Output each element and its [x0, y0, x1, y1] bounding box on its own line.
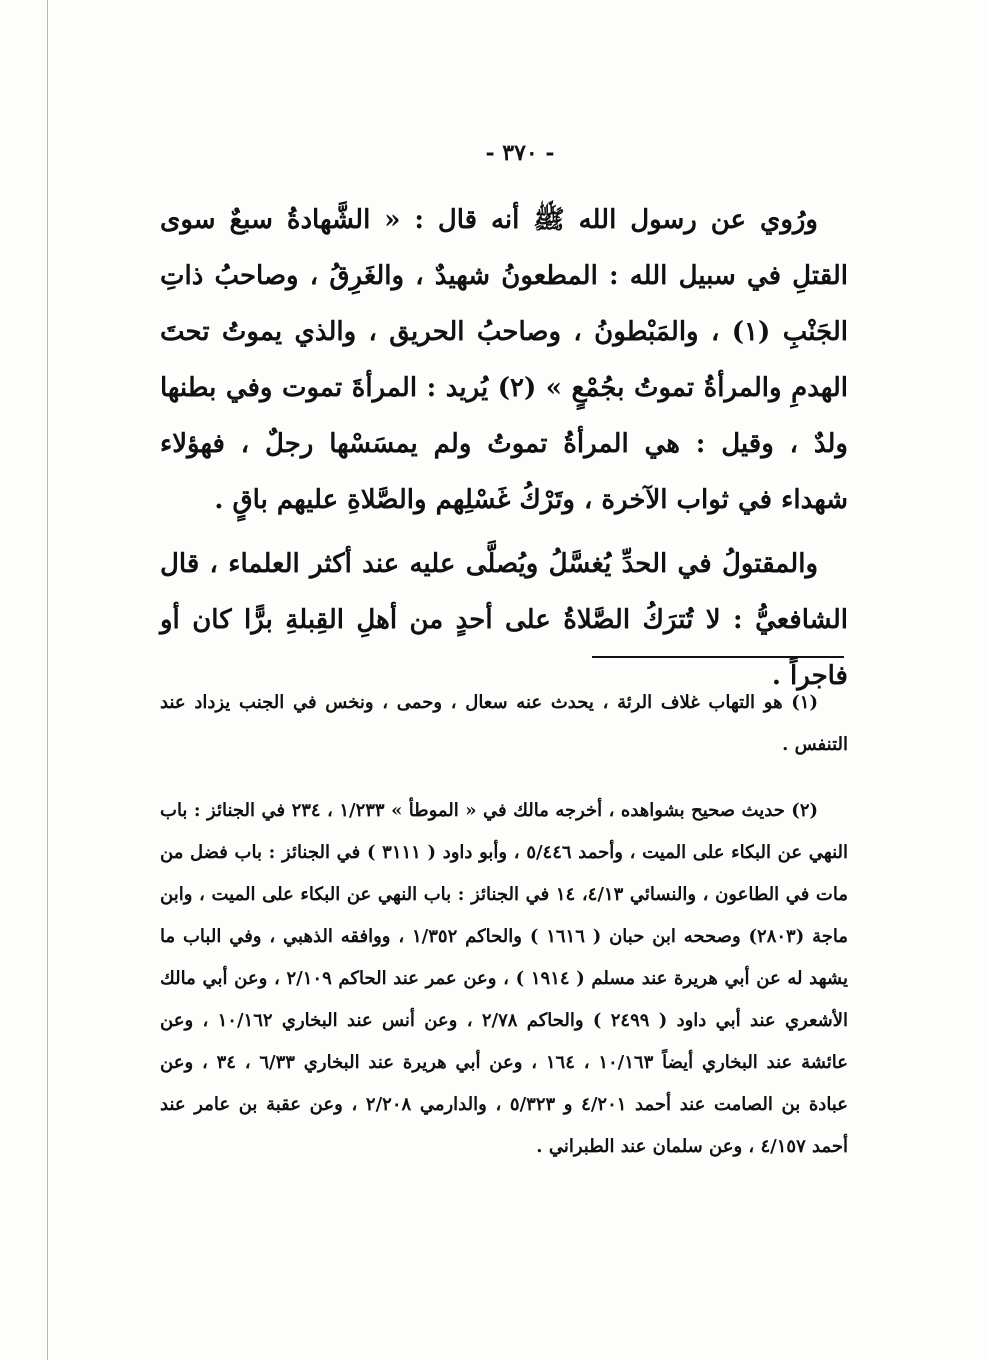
footnote: (١) هو التهاب غلاف الرئة ، يحدث عنه سعال ، وحمى ، ونخس في الجنب يزداد عند التنفس .	[160, 692, 848, 755]
margin-rule	[47, 0, 48, 1360]
main-paragraph: ورُوي عن رسول الله ﷺ أنه قال : « الشَّهادةُ سبعٌ سوى القتلِ في سبيل الله : المطعونُ شهيدٌ ، والغَرِقُ ، وصاحبُ ذاتِ الجَنْبِ (١) ، والمَبْطونُ ، وصاحبُ الحريق ، والذي يموتُ تحتَ الهدمِ والمرأةُ تموتُ بجُمْعٍ » (٢) يُريد : المرأةَ تموت وفي بطنها ولدٌ ، وقيل : هي المرأةُ تموتُ ولم يمسَسْها رجلٌ ، فهؤلاء شهداء في ثواب الآخرة ، وتَرْكُ غَسْلِهم والصَّلاةِ عليهم باقٍ .	[160, 205, 848, 515]
main-paragraph: والمقتولُ في الحدِّ يُغسَّلُ ويُصلَّى عليه عند أكثر العلماء ، قال الشافعيُّ : لا تُترَكُ الصَّلاةُ على أحدٍ من أهلِ القِبلةِ برًّا كان أو فاجراً .	[160, 549, 848, 691]
footnote-separator	[592, 656, 844, 658]
footnote: (٢) حديث صحيح بشواهده ، أخرجه مالك في « الموطأ » ١/٢٣٣ ، ٢٣٤ في الجنائز : باب النهي عن البكاء على الميت ، وأحمد ٥/٤٤٦ ، وأبو داود ( ٣١١١ ) في الجنائز : باب فضل من مات في الطاعون ، والنسائي ٤/١٣، ١٤ في الجنائز : باب النهي عن البكاء على الميت ، وابن ماجة (٢٨٠٣) وصححه ابن حبان ( ١٦١٦ ) والحاكم ١/٣٥٢ ، ووافقه الذهبي ، وفي الباب ما يشهد له عن أبي هريرة عند مسلم ( ١٩١٤ ) ، وعن عمر عند الحاكم ٢/١٠٩ ، وعن أبي مالك الأشعري عند أبي داود ( ٢٤٩٩ ) والحاكم ٢/٧٨ ، وعن أنس عند البخاري ١٠/١٦٢ ، وعن عائشة عند البخاري أيضاً ١٠/١٦٣ ، ١٦٤ ، وعن أبي هريرة عند البخاري ٦/٣٣ ، ٣٤ ، وعن عبادة بن الصامت عند أحمد ٤/٢٠١ و ٥/٣٢٣ ، والدارمي ٢/٢٠٨ ، وعن عقبة بن عامر عند أحمد ٤/١٥٧ ، وعن سلمان عند الطبراني .	[160, 800, 849, 1157]
main-text	[160, 192, 848, 704]
page-number: - ٣٧٠ -	[485, 140, 555, 166]
footnotes	[160, 682, 848, 1168]
